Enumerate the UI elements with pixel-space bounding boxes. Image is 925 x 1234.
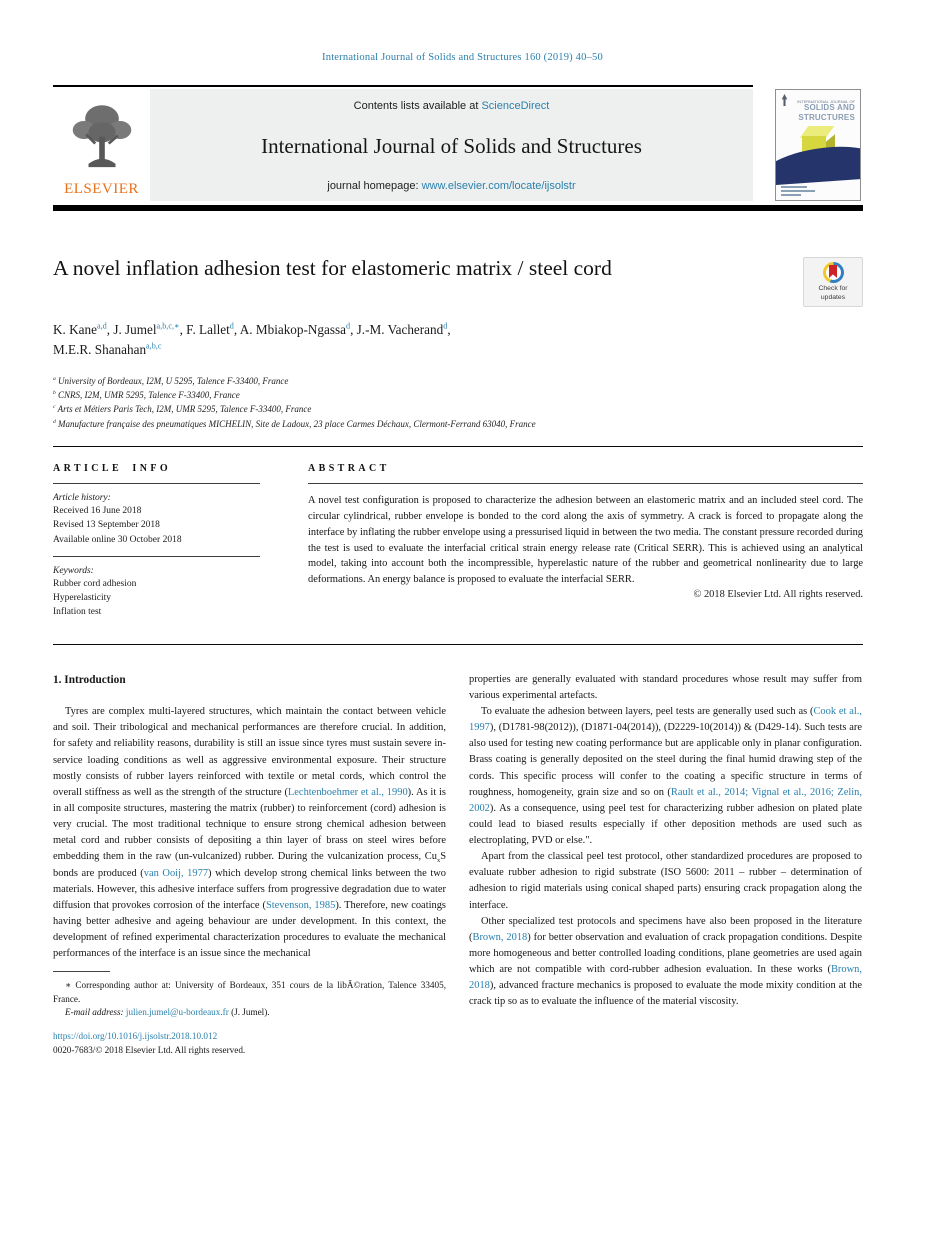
masthead-box bbox=[150, 89, 753, 201]
cover-swoosh-graphic bbox=[775, 144, 861, 187]
doi-block bbox=[53, 1030, 446, 1058]
inline-link[interactable]: Brown, 2018 bbox=[472, 931, 528, 943]
article-info-rule bbox=[53, 483, 260, 484]
keywords-label: Keywords: bbox=[53, 565, 94, 576]
cover-title-line2: STRUCTURES bbox=[798, 113, 855, 122]
inline-link[interactable]: Lechtenboehmer et al., 1990 bbox=[287, 786, 408, 798]
contents-prefix: Contents lists available at bbox=[353, 100, 482, 112]
check-for-updates-icon bbox=[823, 262, 844, 283]
elsevier-logo bbox=[53, 89, 150, 201]
journal-citation: International Journal of Solids and Structures 160 (2019) 40–50 bbox=[322, 52, 603, 63]
contents-line bbox=[150, 100, 753, 112]
author-line-1: K. Kane$^{a,d}$, J. Jumel$^{a,b,c,∗}$, F. Lallet$^d$, A. Mbiakop-Ngassa$^d$, J.-M. Vacherand$^d$, bbox=[53, 321, 451, 337]
bookmark-icon bbox=[829, 265, 837, 278]
inline-link[interactable]: Brown, 2018 bbox=[469, 964, 862, 992]
section-1-heading: 1. Introduction bbox=[53, 673, 126, 686]
elsevier-wordmark: ELSEVIER bbox=[64, 181, 139, 197]
list-item: Rubber cord adhesion bbox=[53, 578, 137, 589]
paragraph: $^b$ CNRS, I2M, UMR 5295, Talence F-33400, France bbox=[53, 389, 240, 400]
divider-rule-top bbox=[53, 446, 863, 447]
affiliations bbox=[53, 374, 863, 432]
keywords-rule bbox=[53, 556, 260, 557]
doi-link[interactable]: https://doi.org/10.1016/j.ijsolstr.2018.10.012 bbox=[53, 1031, 218, 1042]
cover-footer-lines bbox=[781, 184, 815, 196]
check-badge-line2: updates bbox=[820, 293, 846, 301]
paragraph: Other specialized test protocols and specimens have also been proposed in the literature (Brown, 2018) for better observation and evaluation of crack propagation conditions. Despite more homogeneous and better controlled loading conditions, plane geometries are used again which are not compatible with cord-rubber adhesion evaluation. In these works (Brown, 2018), advanced fracture mechanics is proposed to evaluate the mode mixity condition at the crack tip so as to evaluate the influence of the material viscosity. bbox=[469, 915, 862, 1008]
homepage-prefix: journal homepage: bbox=[327, 180, 422, 192]
elsevier-tree-icon bbox=[66, 98, 138, 180]
footnote-rule bbox=[53, 971, 110, 972]
article-history-list bbox=[53, 504, 260, 547]
abstract-heading: ABSTRACT bbox=[308, 463, 390, 475]
inline-link[interactable]: Rault et al., 2014; Vignal et al., 2016; Zelin, 2002 bbox=[469, 786, 862, 814]
list-item: Available online 30 October 2018 bbox=[53, 534, 182, 545]
corresponding-author-footnote bbox=[53, 971, 446, 1019]
check-badge-line1: Check for bbox=[818, 285, 848, 293]
list-item: Inflation test bbox=[53, 607, 102, 618]
paragraph: ∗ Corresponding author at: University of Bordeaux, 351 cours de la libÃ©ration, Talence 33405, France. bbox=[53, 980, 446, 1004]
cover-title-line1: SOLIDS AND bbox=[803, 103, 855, 112]
body-left-column bbox=[53, 672, 446, 1058]
article-info-column bbox=[53, 463, 260, 620]
issn-copyright-line: 0020-7683/© 2018 Elsevier Ltd. All rights reserved. bbox=[53, 1045, 246, 1056]
body-right-column bbox=[469, 672, 862, 1058]
keywords-list bbox=[53, 577, 260, 620]
list-item: Revised 13 September 2018 bbox=[53, 520, 160, 531]
masthead bbox=[53, 85, 863, 211]
abstract-rule bbox=[308, 483, 863, 484]
paragraph: Apart from the classical peel test protocol, other standardized procedures are proposed to evaluate rubber adhesion to rigid substrate (ISO 5600: 2011 – rubber – determination of adhesion to rigid materials using conical shaped parts) ensuring crack propagation along the interface. bbox=[469, 851, 862, 911]
list-item: Hyperelasticity bbox=[53, 593, 112, 604]
article-info-heading: ARTICLE INFO bbox=[53, 463, 172, 475]
paragraph: To evaluate the adhesion between layers, peel tests are generally used such as (Cook et al., 1997), (D1781-98(2012)), (D1871-04(2014)), (D2229-10(2014)) & (D429-14). Such tests are also used for testing new coating performance but are applicable only in planar configuration. Brass coating is generally deposited on the steel during the final humid drawing step of the cords. This specific process will confer to the coating a specific structure in terms of roughness, homogeneity, grain size and so on (Rault et al., 2014; Vignal et al., 2016; Zelin, 2002). As a consequence, using peel test for characterizing rubber adhesion on plated plate could lead to biased results especially if other deposition methods are used such as electroplating, PVD or else.". bbox=[469, 705, 862, 847]
footnote-lines bbox=[53, 979, 446, 1019]
journal-cover-thumbnail bbox=[775, 89, 861, 201]
journal-homepage-link[interactable]: www.elsevier.com/locate/ijsolstr bbox=[421, 180, 576, 192]
paragraph: $^d$ Manufacture française des pneumatiques MICHELIN, Site de Ladoux, 23 place Carmes Déchaux, Clermont-Ferrand 63040, France bbox=[53, 418, 536, 429]
inline-link[interactable]: van Ooij, 1977 bbox=[143, 867, 209, 879]
abstract-text: A novel test configuration is proposed to characterize the adhesion between an elastomeric matrix and an included steel cord. The circular cylindrical, rubber envelope is bonded to the cord along the axis of symmetry. A crack is forced to propagate along the interface by inflating the rubber envelope using a pressurised liquid in between the two media. The constant pressure recorded during the test is used to evaluate the interfacial critical strain energy release rate (Critical SERR). This is achieved using an analytical model, taking into account both the incompressible, hyperelastic nature of the rubber and geometrical nonlinearity due to large deformations. An energy balance is proposed to evaluate the interfacial SERR. bbox=[308, 495, 863, 586]
check-badge-label bbox=[818, 285, 847, 302]
article-title: A novel inflation adhesion test for elastomeric matrix / steel cord bbox=[53, 256, 612, 280]
abstract-column bbox=[308, 463, 863, 620]
paragraph: properties are generally evaluated with standard procedures whose result may suffer from various experimental artefacts. bbox=[469, 673, 862, 701]
paragraph: Tyres are complex multi-layered structures, which maintain the contact between vehicle and soil. Their tribological and mechanical performances are therefore crucial. In addition, for safety and reliability reasons, durability is still an issue since tyres must sustain severe in-service loading conditions as well as aggressive environmental exposure. Their structure mostly consists of rubber layers reinforced with textile or metal cords, which control the overall stiffness as well as the strength of the structure (Lechtenboehmer et al., 1990). As it is in all composite structures, mastering the matrix (rubber) to reinforcement (cord) adhesion is very crucial. The most traditional technique to ensure strong chemical adhesion between metal cord and rubber consists of depositing a thin layer of brass on steel wires before embedding them in the raw (un-vulcanized) rubber. During the vulcanization process, $Cu_xS$ bonds are produced (van Ooij, 1977) which develop strong chemical links between the two materials. However, this adhesive interface suffers from progressive degradation due to water diffusion that provokes corrosion of the interface (Stevenson, 1985). Therefore, new coatings having better adhesive and ageing behaviour are under development. In this context, the development of refined experimental characterization procedures to evaluate the mechanical performances of the interface is an issue since the mechanical bbox=[53, 706, 446, 960]
check-for-updates-badge[interactable] bbox=[803, 257, 863, 307]
article-history-label: Article history: bbox=[53, 493, 111, 504]
inline-link[interactable]: Stevenson, 1985 bbox=[265, 899, 336, 911]
masthead-bottom-bar bbox=[53, 205, 863, 211]
cover-kicker: INTERNATIONAL JOURNAL OF bbox=[797, 99, 855, 104]
right-column-paragraphs bbox=[469, 672, 862, 1011]
abstract-copyright: © 2018 Elsevier Ltd. All rights reserved. bbox=[693, 589, 863, 601]
list-item: Received 16 June 2018 bbox=[53, 506, 142, 517]
paragraph: E-mail address: julien.jumel@u-bordeaux.fr (J. Jumel). bbox=[65, 1007, 270, 1018]
homepage-line bbox=[150, 180, 753, 192]
divider-rule-bottom bbox=[53, 644, 863, 645]
inline-link[interactable]: julien.jumel@u-bordeaux.fr bbox=[125, 1007, 229, 1018]
journal-title: International Journal of Solids and Structures bbox=[261, 133, 642, 158]
author-list bbox=[53, 320, 863, 360]
paragraph: $^a$ University of Bordeaux, I2M, U 5295, Talence F-33400, France bbox=[53, 375, 289, 386]
author-line-2: M.E.R. Shanahan$^{a,b,c}$ bbox=[53, 341, 162, 357]
sciencedirect-link[interactable]: ScienceDirect bbox=[481, 100, 550, 112]
left-column-paragraphs bbox=[53, 704, 446, 962]
paragraph: $^c$ Arts et Métiers Paris Tech, I2M, UMR 5295, Talence F-33400, France bbox=[53, 404, 312, 415]
masthead-top-rule bbox=[53, 85, 753, 87]
inline-link[interactable]: Cook et al., 1997 bbox=[469, 705, 862, 734]
cover-elsevier-mark-icon bbox=[781, 94, 788, 106]
